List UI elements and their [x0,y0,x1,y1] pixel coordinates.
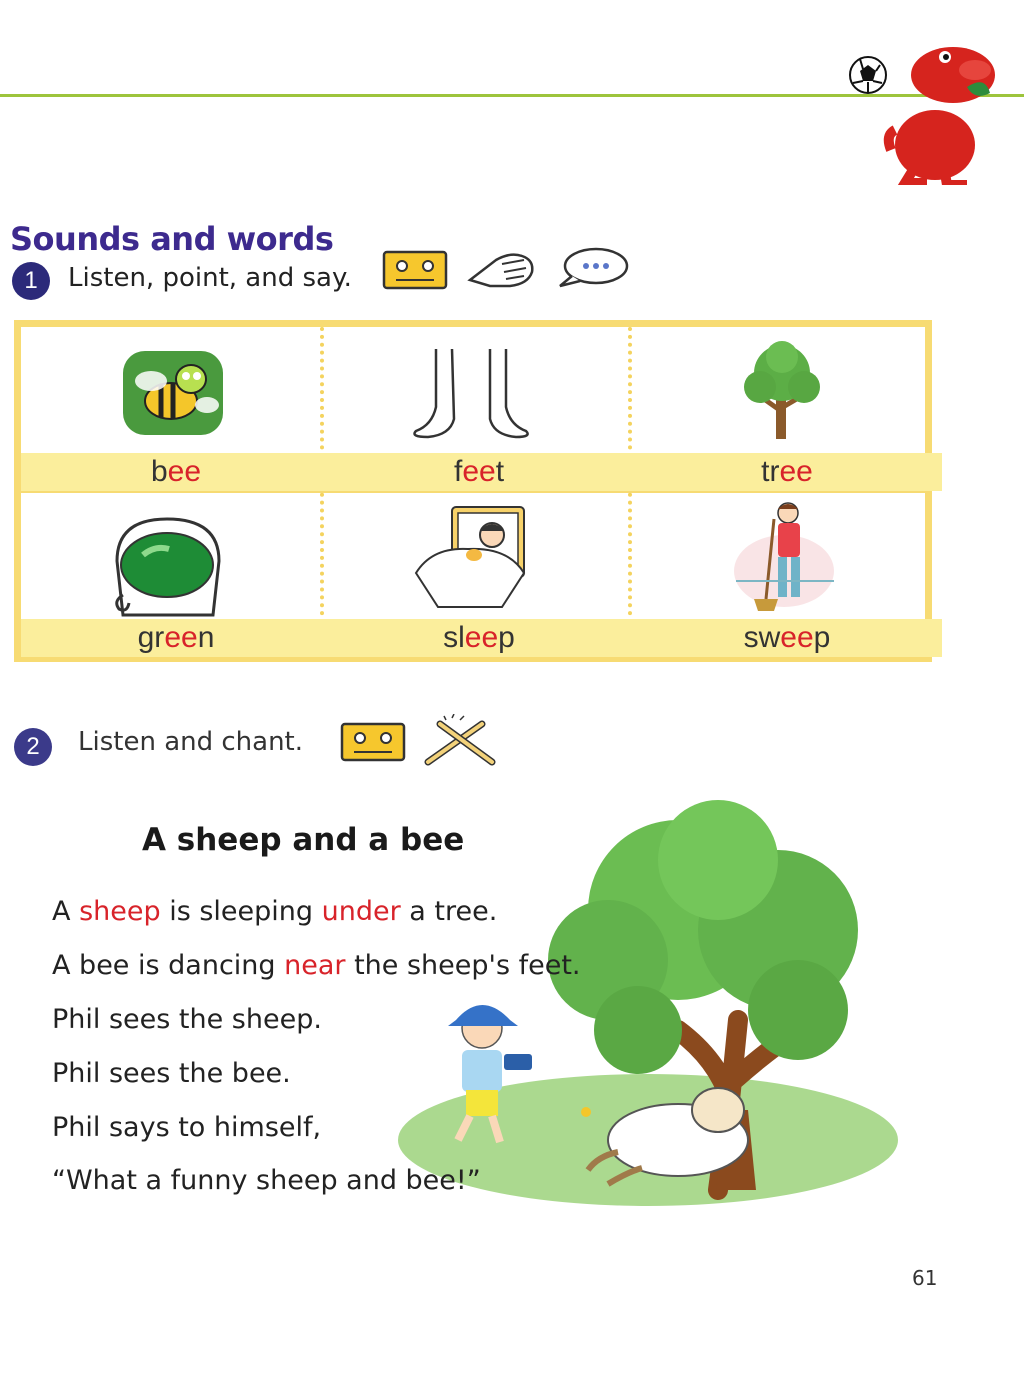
word-label-sleep: sleep [443,621,515,654]
exercise-2-instruction: Listen and chant. [78,727,304,757]
chant-illustration [378,800,898,1220]
feet-picture [406,347,536,441]
chant-text: Phil says to himself, [52,1112,322,1143]
exercise-1-instruction: Listen, point, and say. [68,263,352,293]
chant-keyword: near [284,950,346,981]
word-card-green [21,493,331,663]
chant-keyword: under [321,896,401,927]
chant-line [52,950,580,981]
chant-text: a tree. [400,896,498,927]
word-label-feet: feet [453,455,505,488]
green-paint-picture [109,515,229,619]
word-label-tree: tree [761,455,813,488]
chant-line [52,1165,481,1196]
chant-line [52,896,497,927]
chant-line [52,1112,321,1143]
word-card-bee [21,327,331,497]
word-label-bee: bee [150,455,202,488]
cassette-icon [340,722,406,762]
chant-text: Phil sees the bee. [52,1058,291,1089]
speech-bubble-icon [556,246,630,290]
chant-line [52,1058,291,1089]
word-card-sleep [324,493,634,663]
chant-line [52,1004,322,1035]
dinosaur-mascot-icon [835,35,995,185]
chant-sticks-icon [422,714,496,766]
exercise-2-number: 2 [14,728,52,766]
page-number: 61 [912,1266,938,1290]
chant-text: is sleeping [160,896,322,927]
pointing-hand-icon [466,246,538,290]
sleep-picture [412,503,532,613]
word-card-feet [324,327,634,497]
cassette-icon [382,250,448,290]
word-card-tree [632,327,942,497]
chant-text: Phil sees the sheep. [52,1004,322,1035]
exercise-1-number: 1 [12,262,50,300]
chant-text: “What a funny sheep and bee!” [52,1165,481,1196]
tree-picture [740,341,824,441]
chant-text: the sheep's feet. [345,950,581,981]
bee-picture [121,349,225,437]
chant-text: A bee is dancing [52,950,285,981]
word-picture-grid [14,320,932,662]
word-label-green: green [137,621,215,654]
sweep-picture [730,499,840,613]
section-title: Sounds and words [10,220,334,258]
word-card-sweep [632,493,942,663]
chant-text: A [52,896,80,927]
chant-title: A sheep and a bee [142,822,465,858]
word-label-sweep: sweep [743,621,831,654]
chant-keyword: sheep [79,896,161,927]
